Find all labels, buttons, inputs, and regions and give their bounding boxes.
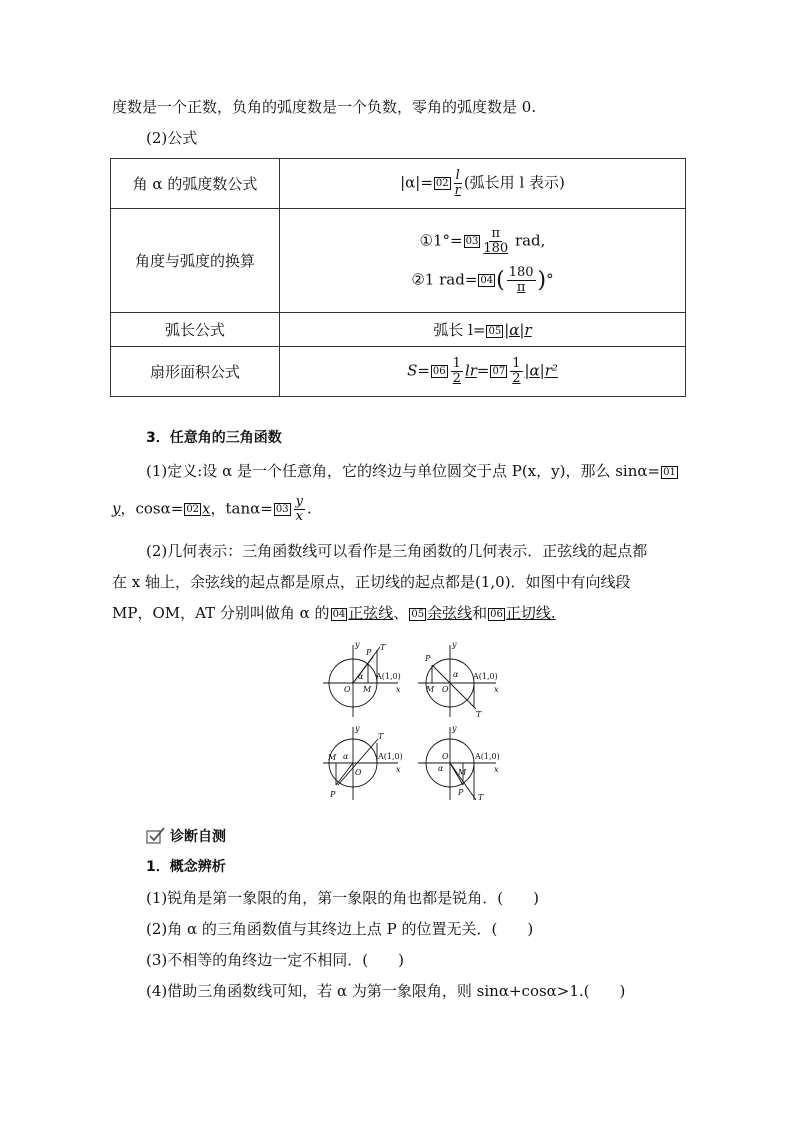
row-sector-area-formula xyxy=(280,347,686,397)
answer: y xyxy=(112,499,121,518)
formula-lhs: S= xyxy=(407,361,430,380)
answer: |α|r xyxy=(504,321,532,339)
answer: lr xyxy=(464,361,477,380)
unit: ° xyxy=(546,270,554,288)
fraction xyxy=(294,495,305,524)
figure-label-o: O xyxy=(442,752,449,761)
figure-label-t: T xyxy=(476,710,482,719)
formula-lhs: ①1°= xyxy=(419,231,463,249)
denominator: 180 xyxy=(483,240,509,256)
denominator: 2 xyxy=(452,371,461,386)
row-label-sector-area: 扇形面积公式 xyxy=(111,347,280,397)
diagnosis-title: 诊断自测 xyxy=(170,829,226,845)
intro-line: 度数是一个正数，负角的弧度数是一个负数，零角的弧度数是 0. xyxy=(112,98,537,116)
numerator: 180 xyxy=(508,264,534,280)
figure-label-x: x xyxy=(494,685,499,694)
figure-label-m: M xyxy=(363,685,372,694)
answer-box: 05 xyxy=(488,325,502,337)
answer-box: 03 xyxy=(465,235,479,247)
row-radian-formula xyxy=(280,159,686,209)
row-label-conversion: 角度与弧度的换算 xyxy=(111,209,280,313)
numerator: 1 xyxy=(512,356,521,371)
figure-label-m: M xyxy=(426,685,435,694)
definition-line-2 xyxy=(112,495,312,524)
question-item: (2)角 α 的三角函数值与其终边上点 P 的位置无关．( ) xyxy=(146,920,534,938)
figure-label-a: A(1,0) xyxy=(376,672,401,681)
definition-text: ，cosα= xyxy=(120,499,184,518)
figure-label-y: y xyxy=(355,640,360,649)
figure-label-p: P xyxy=(458,788,464,797)
row-conversion-formula xyxy=(280,209,686,313)
formula-lhs: ②1 rad= xyxy=(411,270,478,288)
figure-label-m: M xyxy=(328,753,337,762)
denominator: 2 xyxy=(512,371,521,386)
figure-label-y: y xyxy=(452,640,457,649)
row-label-arc-length: 弧长公式 xyxy=(111,313,280,347)
formula-note: (弧长用 l 表示) xyxy=(463,173,565,192)
checkbox-icon xyxy=(146,827,166,845)
answer-box: 04 xyxy=(480,274,494,286)
geometry-line-3 xyxy=(112,602,556,623)
fraction xyxy=(507,266,536,295)
fraction xyxy=(454,169,462,198)
figure-label-o: O xyxy=(355,768,362,777)
figure-label-alpha: α xyxy=(358,672,364,681)
formula-heading: (2)公式 xyxy=(146,129,198,147)
figure-label-a: A(1,0) xyxy=(475,752,500,761)
figure-label-alpha: α xyxy=(438,764,444,773)
figure-label-p: P xyxy=(366,648,372,657)
section-title: 3．任意角的三角函数 xyxy=(146,430,282,446)
definition-text: ，tanα= xyxy=(210,499,273,518)
row-arc-length-formula xyxy=(280,313,686,347)
numerator: l xyxy=(455,168,460,183)
figure-label-x: x xyxy=(396,685,401,694)
figure-label-alpha: α xyxy=(343,752,349,761)
numerator: 1 xyxy=(452,356,461,371)
definition-line-1 xyxy=(146,460,679,481)
formula-lhs: 弧长 l= xyxy=(433,321,486,339)
answer-box: 01 xyxy=(663,466,676,478)
fraction xyxy=(483,227,508,256)
figure-label-p: P xyxy=(425,654,431,663)
answer-box: 03 xyxy=(275,504,289,515)
figure-label-alpha: α xyxy=(453,670,459,679)
figure-label-t: T xyxy=(378,732,384,741)
denominator: x xyxy=(295,509,303,524)
unit-circle-figures xyxy=(318,635,508,805)
period: . xyxy=(306,499,312,518)
figure-label-m: M xyxy=(458,768,467,777)
answer-box: 06 xyxy=(490,608,503,620)
figure-quadrant-1 xyxy=(323,645,398,717)
figure-label-t: T xyxy=(478,793,484,802)
question-item: (1)锐角是第一象限的角，第一象限的角也都是锐角．( ) xyxy=(146,889,539,907)
answer-box: 02 xyxy=(435,178,449,189)
geometry-line-2: 在 x 轴上，余弦线的起点都是原点，正切线的起点都是(1,0)．如图中有向线段 xyxy=(112,573,631,591)
answer-box: 04 xyxy=(332,608,346,620)
answer: |α|r² xyxy=(524,361,558,380)
figure-label-x: x xyxy=(494,765,499,774)
answer-box: 02 xyxy=(186,504,200,515)
conversion-line-2 xyxy=(280,266,685,295)
figure-label-o: O xyxy=(344,685,351,694)
unit: rad, xyxy=(510,231,546,249)
figure-label-y: y xyxy=(452,724,457,733)
diagnosis-header xyxy=(146,826,226,846)
answer-box: 06 xyxy=(432,366,446,377)
denominator: π xyxy=(516,279,526,295)
answer-box: 05 xyxy=(411,608,425,620)
diagnosis-subtitle: 1．概念辨析 xyxy=(146,859,226,875)
figure-label-y: y xyxy=(355,724,360,733)
answer: 余弦线 xyxy=(427,604,473,622)
formula-lhs: |α|= xyxy=(400,173,433,192)
question-item: (4)借助三角函数线可知，若 α 为第一象限角，则 sinα+cosα>1.( ) xyxy=(146,982,626,1000)
answer: 正切线. xyxy=(505,604,556,622)
answer: x xyxy=(202,499,211,518)
figure-label-t: T xyxy=(380,643,386,652)
figure-label-a: A(1,0) xyxy=(378,752,403,761)
formula-table xyxy=(110,158,686,397)
figure-quadrant-4 xyxy=(418,727,496,800)
separator: 、 xyxy=(393,604,409,622)
fraction xyxy=(451,357,463,386)
geometry-line-1: (2)几何表示：三角函数线可以看作是三角函数的几何表示．正弦线的起点都 xyxy=(146,542,648,560)
numerator: y xyxy=(295,494,303,509)
figure-label-o: O xyxy=(442,685,449,694)
conjunction: 和 xyxy=(472,604,488,622)
row-label-radian: 角 α 的弧度数公式 xyxy=(111,159,280,209)
fraction xyxy=(510,357,522,386)
equals: = xyxy=(476,361,490,380)
figure-label-p: P xyxy=(330,790,336,799)
denominator: r xyxy=(454,183,461,198)
definition-text: (1)定义:设 α 是一个任意角，它的终边与单位圆交于点 P(x，y)，那么 sinα= xyxy=(146,462,661,480)
figure-label-a: A(1,0) xyxy=(473,672,498,681)
conversion-line-1 xyxy=(280,227,685,256)
question-item: (3)不相等的角终边一定不相同．( ) xyxy=(146,951,404,969)
paren-close: ) xyxy=(537,267,547,293)
paren-open: ( xyxy=(496,267,505,293)
answer-box: 07 xyxy=(492,366,506,377)
answer: 正弦线 xyxy=(348,604,394,622)
figure-label-x: x xyxy=(396,765,401,774)
geometry-text: MP，OM，AT 分别叫做角 α 的 xyxy=(112,604,330,622)
numerator: π xyxy=(491,225,501,241)
